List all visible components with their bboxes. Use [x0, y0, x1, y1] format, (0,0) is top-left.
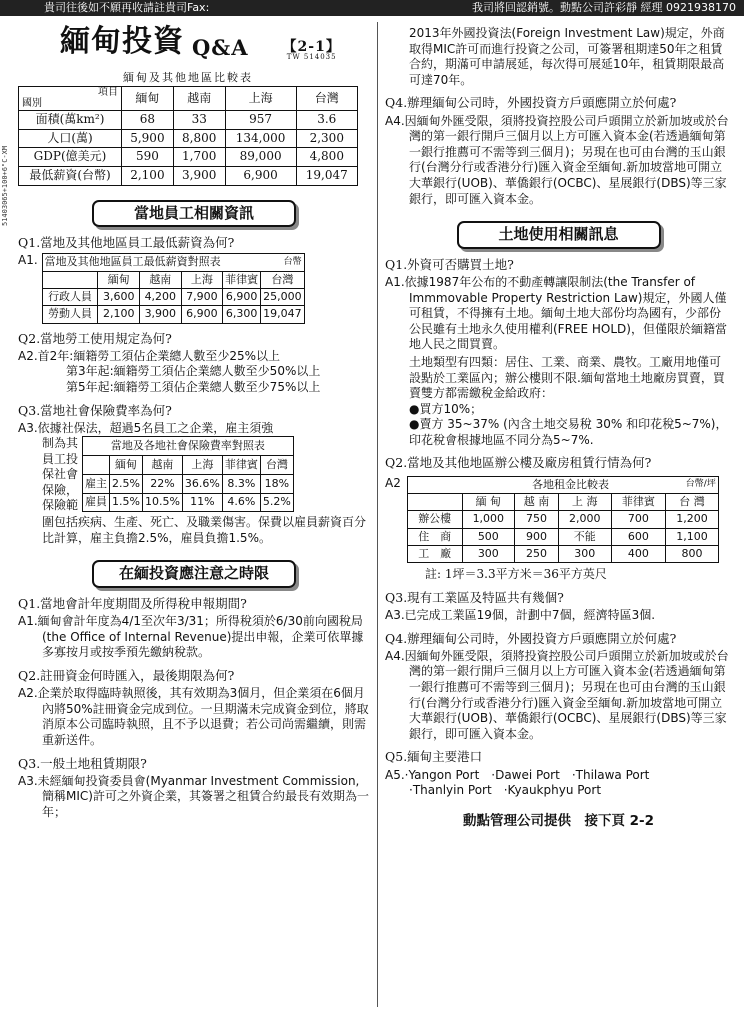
question: Q5.緬甸主要港口 [385, 749, 483, 765]
footer-credit: 動點管理公司提供 接下頁 2-2 [462, 812, 655, 829]
comparison-table [18, 71, 358, 186]
comparison-caption: 緬甸及其他地區比較表 [123, 71, 253, 84]
unit-note: 註: 1坪＝3.3平方米＝36平方英尺 [425, 567, 607, 582]
answer: A4.因緬甸外匯受限，須將投資控股公司戶頭開立於新加坡或於台灣的第一銀行開戶三個月以上方可匯入資本金(若透過緬甸第一銀行推薦可不需等到三個月)；另現在也可由台灣的玉山銀行(台灣分行或香港分行)匯入資金至緬甸.新加坡當地可開立大華銀行(UOB)、華僑銀行(OCBC)、星展銀行(DBS)等三家銀行，即可匯入資本金。 [385, 113, 729, 206]
table-row: 辦公樓 1,000 750 2,000 700 1,200 [407, 511, 718, 528]
title-qa: Q&A [192, 34, 249, 60]
question: Q4.辦理緬甸公司時，外國投資方戶頭應開立於何處? [385, 630, 677, 646]
table-row: 最低薪資(台幣) 2,100 3,900 6,900 19,047 [19, 167, 358, 186]
left-column [18, 22, 370, 821]
col-header: 台灣 [296, 87, 357, 111]
section-heading-deadlines: 在緬投資應注意之時限 [92, 560, 296, 588]
answer: A1.依據1987年公布的不動產轉讓限制法(the Transfer of Immmovable Property Restriction Law)規定，外國人僅可租賃，不得擁有土地。緬甸土地大部份均為國有，少部份公民雖有土地永久使用權利(FREE HOLD)，但僅限於緬籍當地人民之間買賣。 [385, 274, 727, 352]
question: Q1.外資可否購買土地? [385, 256, 514, 272]
answer: A3.已完成工業區19個，計劃中7個，經濟特區3個. [385, 608, 656, 623]
answer: A2.企業於取得臨時執照後，其有效期為3個月，但企業須在6個月內將50%註冊資金完成到位。一旦期滿未完成資金到位，將取消原本公司臨時執照，且不予以退費；若公司尚需繼續，則需重新送件。 [18, 686, 369, 748]
table-row: GDP(億美元) 590 1,700 89,000 4,800 [19, 148, 358, 167]
answer-a3-table-row: 制為其 員工投 保社會 保險， 保險範 當地及各地社會保險費率對照表 緬甸 越南 上海 菲律賓 台灣 雇主 2.5% 22% 36.6% 8.3% 18% 雇員 1.5% 10.5% 11% 4.6% 5.2% [18, 436, 370, 513]
question: Q2.當地勞工使用規定為何? [18, 330, 172, 346]
answer-a1: A1. 當地及其他地區員工最低薪資對照表 台幣 緬甸 越南 上海 菲律賓 台灣 行政人員 3,600 4,200 7,900 6,900 25,000 勞動人員 2,100 3,900 6,900 6,300 19,047 [18, 253, 370, 323]
tag-code: TW 514035 [286, 53, 337, 61]
right-column [385, 22, 732, 830]
answer-a2: A2 各地租金比較表 台幣/坪 緬 甸 越 南 上 海 菲律賓 台 灣 辦公樓 1,000 750 2,000 700 1,200 住 商 500 900 不能 600 1,100 工 廠 300 250 300 400 800 [385, 476, 732, 563]
question: Q2.當地及其他地區辦公樓及廠房租賃行情為何? [385, 455, 652, 471]
wage-table: 當地及其他地區員工最低薪資對照表 台幣 緬甸 越南 上海 菲律賓 台灣 行政人員 3,600 4,200 7,900 6,900 25,000 勞動人員 2,100 3,900 6,900 6,300 19,047 [42, 253, 305, 323]
table-row: 雇員 1.5% 10.5% 11% 4.6% 5.2% [83, 493, 294, 512]
fax-notice-left: 貴司往後如不願再收請註貴司Fax: [44, 0, 210, 14]
answer: A3.未經緬甸投資委員會(Myanmar Investment Commission, 簡稱MIC)許可之外資企業，其簽署之租賃合約最長有效期為一年； [18, 773, 369, 820]
table-row: 人口(萬) 5,900 8,800 134,000 2,300 [19, 129, 358, 148]
side-code: 51403065+100+6"C-XM [1, 145, 9, 226]
col-header: 上海 [225, 87, 296, 111]
answer: A4.因緬甸外匯受限，須將投資控股公司戶頭開立於新加坡或於台灣的第一銀行開戶三個月以上方可匯入資本金(若透過緬甸第一銀行推薦可不需等到三個月)；另現在也可由台灣的玉山銀行(台灣分行或香港分行)匯入資金至緬甸.新加坡當地可開立大華銀行(UOB)、華僑銀行(OCBC)、星展銀行(DBS)等三家銀行，即可匯入資本金。 [385, 648, 729, 741]
fax-notice-right: 我司將回認銷號。動點公司許彩靜 經理 0921938170 [472, 0, 736, 14]
table-row: 行政人員 3,600 4,200 7,900 6,900 25,000 [42, 289, 304, 306]
table-row: 面積(萬km²) 68 33 957 3.6 [19, 111, 358, 130]
col-header: 越南 [173, 87, 225, 111]
section-heading-employees: 當地員工相關資訊 [92, 200, 296, 228]
question: Q1.當地及其他地區員工最低薪資為何? [18, 235, 235, 251]
question: Q3.現有工業區及特區共有幾個? [385, 589, 564, 605]
table-row: 勞動人員 2,100 3,900 6,900 6,300 19,047 [42, 306, 304, 323]
answer: A1.緬甸會計年度為4/1至次年3/31；所得稅須於6/30前向國稅局(the Office of Internal Revenue)提出申報，企業可依單據多寡按月或按季預先繳納稅款。 [18, 614, 364, 660]
table-row: 工 廠 300 250 300 400 800 [407, 545, 718, 562]
col-header: 緬甸 [122, 87, 174, 111]
answer-ports: A5.·Yangon Port ·Dawei Port ·Thilawa Port [385, 767, 650, 782]
corner-cell: 項目 國別 [19, 87, 122, 111]
answer-a3: A3.依據社保法，超過5名員工之企業，雇主須強 [18, 420, 274, 435]
question: Q3.一般土地租賃期限? [18, 755, 147, 771]
answer-paragraph: 土地類型有四類：居住、工業、商業、農牧。工廠用地僅可設點於工業區內；辦公樓則不限.緬甸當地土地廠房買賣，買賣雙方都需繳稅金給政府： [409, 354, 725, 401]
insurance-table: 當地及各地社會保險費率對照表 緬甸 越南 上海 菲律賓 台灣 雇主 2.5% 22% 36.6% 8.3% 18% 雇員 1.5% 10.5% 11% 4.6% 5.2% [82, 436, 294, 512]
answer-ports-2: ·Thanlyin Port ·Kyaukphyu Port [409, 783, 602, 798]
answer-a2: A2.首2年:緬籍勞工須佔企業總人數至少25%以上 第3年起:緬籍勞工須佔企業總人數至少50%以上 第5年起:緬籍勞工須佔企業總人數至少75%以上 [18, 348, 321, 395]
table-row: 住 商 500 900 不能 600 1,100 [407, 528, 718, 545]
column-divider [377, 22, 378, 1007]
title-text: 緬甸投資 [60, 24, 184, 59]
question: Q4.辦理緬甸公司時，外國投資方戶頭應開立於何處? [385, 95, 677, 111]
bullet: ●賣方 35~37% (內含土地交易稅 30% 和印花稅5~7%)，印花稅會根據地區不同分為5~7%. [409, 417, 728, 447]
page-title [60, 22, 370, 61]
answer-a3-rest: 圍包括疾病、生產、死亡、及職業傷害。保費以雇員薪資百分比計算，雇主負擔2.5%，雇員負擔1.5%。 [42, 515, 367, 545]
answer-continued: 2013年外國投資法(Foreign Investment Law)規定，外商取得MIC許可而進行投資之公司，可簽署租期達50年之租賃合約，期滿可申請展延，每次得可展延10年，租賃期限最高可達70年。 [409, 26, 725, 87]
page-tag [283, 40, 341, 61]
question: Q2.註冊資金何時匯入，最後期限為何? [18, 668, 235, 683]
rent-table: 各地租金比較表 台幣/坪 緬 甸 越 南 上 海 菲律賓 台 灣 辦公樓 1,000 750 2,000 700 1,200 住 商 500 900 不能 600 1,100 工 廠 300 250 300 400 800 [407, 476, 719, 563]
question: Q1.當地會計年度期間及所得稅申報期間? [18, 595, 247, 611]
bullet: ●買方10%； [409, 401, 483, 416]
question: Q3.當地社會保險費率為何? [18, 402, 172, 418]
section-heading-land: 土地使用相關訊息 [457, 221, 661, 249]
table-row: 雇主 2.5% 22% 36.6% 8.3% 18% [83, 474, 294, 493]
tag-text: 【2-1】 [282, 39, 341, 55]
top-fax-bar [0, 0, 744, 16]
